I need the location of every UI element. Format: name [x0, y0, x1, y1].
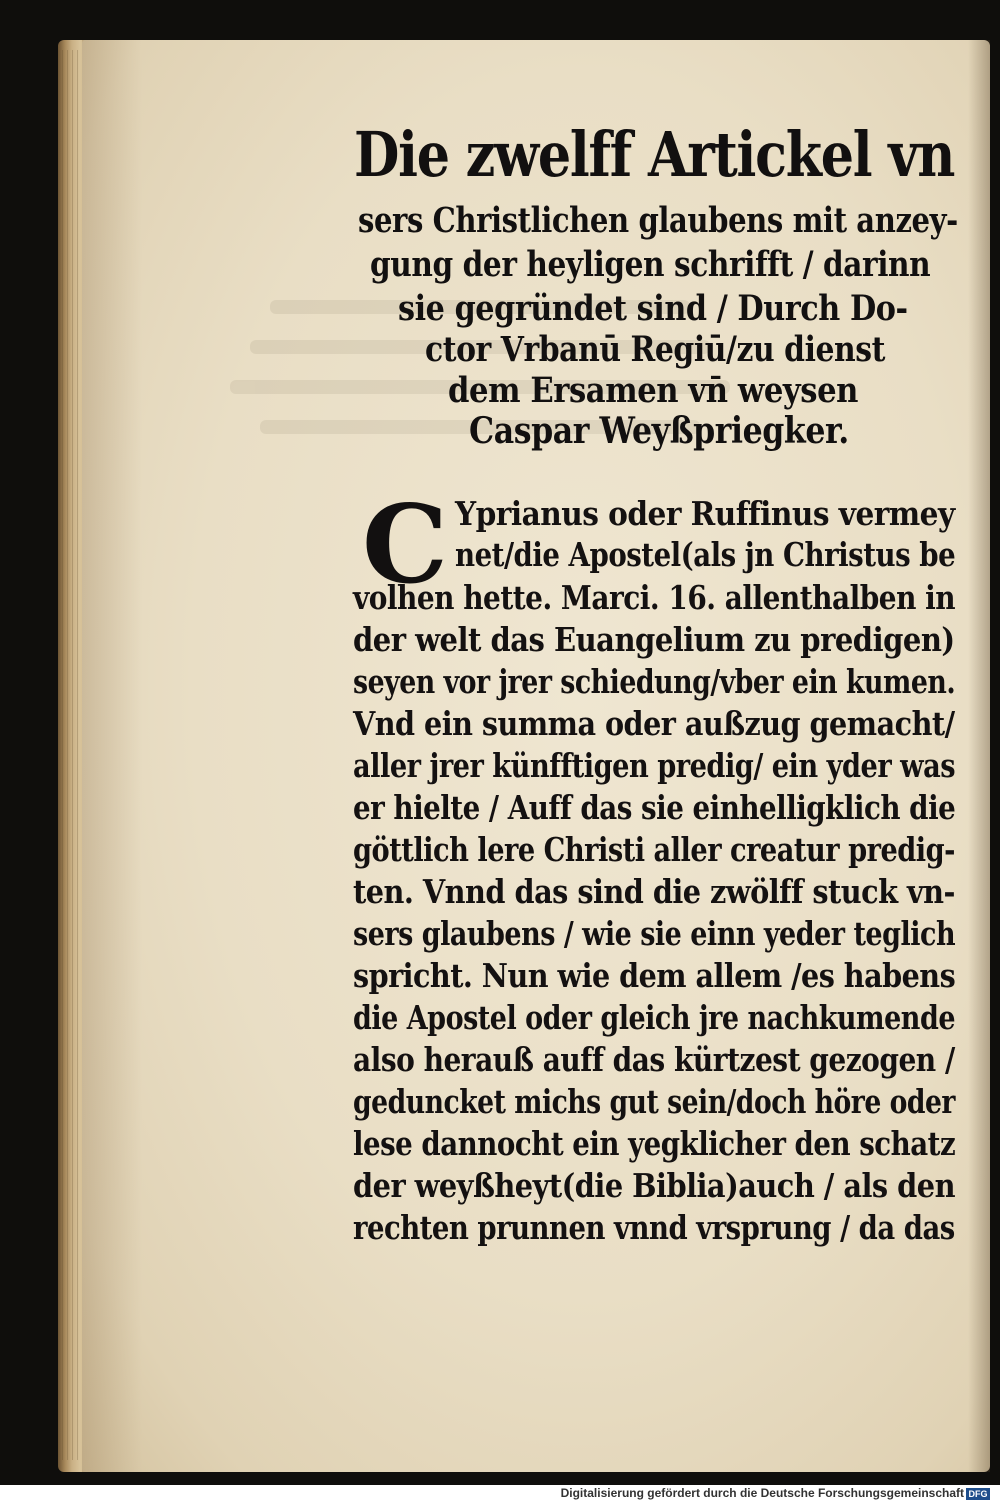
text-line: net/die Apostel(als jn Christus be	[455, 535, 956, 574]
heading-line-6: dem Ersamen vn̄ weysen	[448, 370, 859, 411]
text-line: ten. Vnnd das sind die zwölff stuck vn-	[353, 872, 955, 911]
text-line: die Apostel oder gleich jre nachkumende	[353, 998, 956, 1037]
text-line: aller jrer künfftigen predig/ ein yder was	[353, 746, 956, 785]
text-line: Yprianus oder Ruffinus vermey	[455, 494, 955, 533]
dfg-logo: DFG	[966, 1488, 990, 1500]
text-line: rechten prunnen vnnd vrsprung / da das	[353, 1208, 955, 1247]
text-line: er hielte / Auff das sie einhelligklich die	[353, 788, 956, 827]
footer-credit-text: Digitalisierung gefördert durch die Deutsche Forschungsgemeinschaft	[560, 1486, 964, 1500]
text-line: seyen vor jrer schiedung/vber ein kumen.	[353, 662, 956, 701]
text-line: Vnd ein summa oder außzug gemacht/	[353, 704, 955, 743]
text-line: also herauß auff das kürtzest gezogen /	[353, 1040, 955, 1079]
heading-line-2: sers Christlichen glaubens mit anzey-	[358, 200, 958, 241]
paper-gutter-shadow	[82, 40, 142, 1472]
heading-line-4: sie gegründet sind / Durch Do-	[398, 288, 908, 329]
paper-right-shadow	[968, 40, 990, 1472]
text-line: spricht. Nun wie dem allem /es habens	[353, 956, 956, 995]
text-line: der weyßheyt(die Biblia)auch / als den	[353, 1166, 956, 1205]
text-line: lese dannocht ein yegklicher den schatz	[353, 1124, 956, 1163]
heading-line-1: Die zwelff Artickel vn	[354, 118, 955, 191]
text-line: sers glaubens / wie sie einn yeder teglich	[353, 914, 956, 953]
text-line: der welt das Euangelium zu predigen)	[353, 620, 955, 659]
heading-line-5: ctor Vrbanū Regiū/zu dienst	[425, 329, 885, 370]
heading-line-3: gung der heyligen schrifft / darinn	[370, 244, 931, 285]
decorated-initial-letter: C	[362, 482, 448, 608]
text-line: geduncket michs gut sein/doch höre oder	[353, 1082, 955, 1121]
heading-line-7: Caspar Weyßpriegker.	[469, 410, 849, 452]
text-line: göttlich lere Christi aller creatur predig-	[353, 830, 955, 869]
text-line: volhen hette. Marci. 16. allenthalben in	[353, 578, 956, 617]
